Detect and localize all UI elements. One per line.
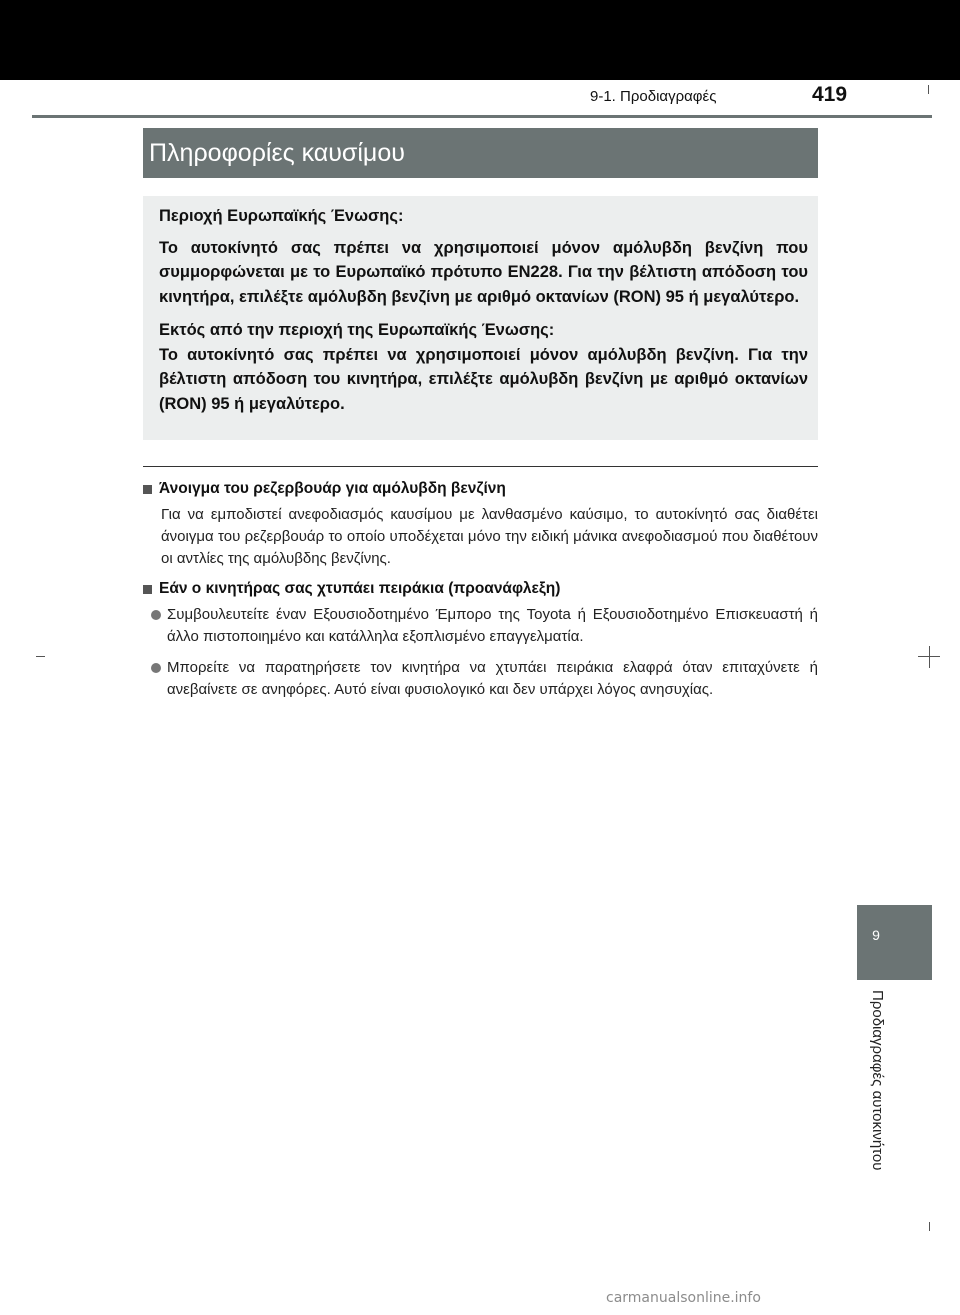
- crop-mark: [929, 646, 930, 668]
- crop-mark: [928, 85, 929, 94]
- square-bullet-icon: [143, 485, 152, 494]
- section-heading: Εάν ο κινητήρας σας χτυπάει πειράκια (προανάφλεξη): [159, 580, 561, 597]
- top-black-band: [0, 0, 960, 80]
- crop-mark: [929, 1222, 930, 1231]
- non-eu-heading: Εκτός από την περιοχή της Ευρωπαϊκής Ένωσης:: [159, 321, 555, 339]
- section-heading: Άνοιγμα του ρεζερβουάρ για αμόλυβδη βενζίνη: [159, 480, 506, 497]
- watermark: carmanualsonline.info: [606, 1290, 761, 1306]
- crop-mark: [36, 656, 45, 657]
- section-engine-knock: [143, 578, 818, 701]
- header-section-label: 9-1. Προδιαγραφές: [590, 88, 717, 105]
- section-fuel-opening: [143, 478, 818, 570]
- eu-heading: Περιοχή Ευρωπαϊκής Ένωσης:: [159, 207, 404, 225]
- list-item-text: Μπορείτε να παρατηρήσετε τον κινητήρα να χτυπάει πειράκια ελαφρά όταν επιταχύνετε ή ανεβαίνετε σε ανηφόρες. Αυτό είναι φυσιολογικό και δεν υπάρχει λόγος ανησυχίας.: [167, 659, 818, 698]
- fuel-info-box: [143, 196, 818, 440]
- round-bullet-icon: [151, 610, 161, 620]
- section-divider: [143, 466, 818, 467]
- list-item-text: Συμβουλευτείτε έναν Εξουσιοδοτημένο Έμπορο της Toyota ή Εξουσιοδοτημένο Επισκευαστή ή άλλο πιστοποιημένο και κατάλληλα εξοπλισμένο επαγγελματία.: [167, 606, 818, 645]
- non-eu-text: Το αυτοκίνητό σας πρέπει να χρησιμοποιεί μόνον αμόλυβδη βενζίνη. Για την βέλτιστη απόδοση του κινητήρα, επιλέξτε αμόλυβδη βενζίνη με αριθμό οκτανίων (RON) 95 ή μεγαλύτερο.: [159, 345, 808, 413]
- page-number: 419: [812, 83, 848, 106]
- square-bullet-icon: [143, 585, 152, 594]
- list-item: [143, 657, 818, 701]
- round-bullet-icon: [151, 663, 161, 673]
- eu-text: Το αυτοκίνητό σας πρέπει να χρησιμοποιεί μόνον αμόλυβδη βενζίνη που συμμορφώνεται με το Ευρωπαϊκό πρότυπο EN228. Για την βέλτιστη απόδοση του κινητήρα, επιλέξτε αμόλυβδη βενζίνη με αριθμό οκτανίων (RON) 95 ή μεγαλύτερο.: [159, 238, 808, 306]
- chapter-number: 9: [872, 927, 880, 943]
- page-title: Πληροφορίες καυσίμου: [143, 128, 818, 178]
- section-text: Για να εμποδιστεί ανεφοδιασμός καυσίμου με λανθασμένο καύσιμο, το αυτοκίνητό σας διαθέτει άνοιγμα του ρεζερβουάρ το οποίο υποδέχεται μόνο την ειδική μάνικα ανεφοδιασμού που διαθέτουν οι αντλίες της αμόλυβδης βενζίνης.: [161, 506, 818, 567]
- chapter-side-label: Προδιαγραφές αυτοκινήτου: [869, 990, 886, 1171]
- chapter-tab: [857, 905, 932, 980]
- header-rule: [32, 115, 932, 118]
- list-item: [143, 604, 818, 648]
- content-body: [143, 478, 818, 701]
